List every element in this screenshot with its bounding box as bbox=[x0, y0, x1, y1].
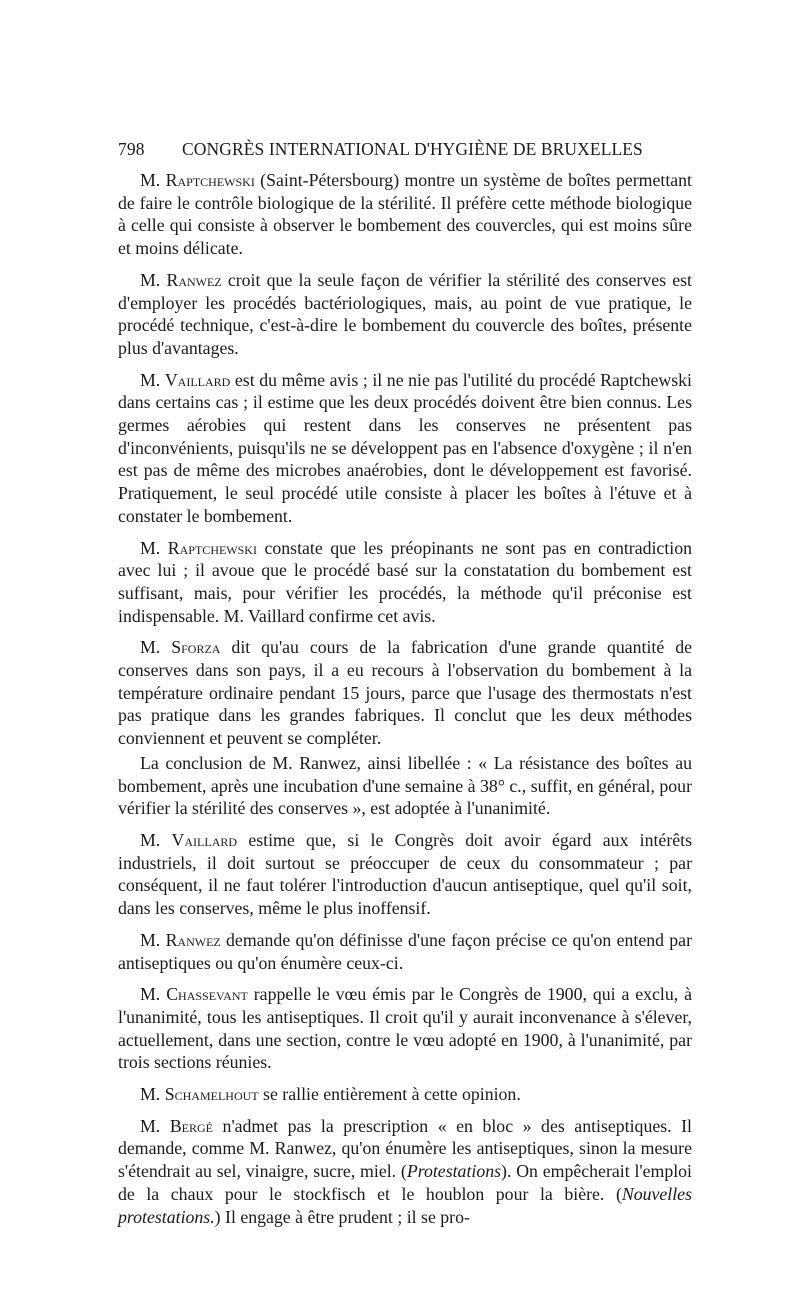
italic-nouvelles-protestations: Nouvelles protestations. bbox=[118, 1183, 692, 1227]
speaker-name: Vaillard bbox=[164, 369, 231, 390]
speaker-title: M. bbox=[140, 269, 161, 290]
paragraph-text: ) Il engage à être prudent ; il se pro- bbox=[214, 1206, 470, 1227]
paragraph-text: est du même avis ; il ne nie pas l'utilité du procédé Raptchewski dans certains cas ; il estime que les deux procédés doivent être bien connus. Les germes aérobies qui restent dans les conserves ne présentent pas d'inconvénients, puisqu'ils ne se développent pas en l'absence d'oxygène ; il n'en est pas de même des microbes anaérobies, dont le développement est favorisé. Pratiquement, le seul procédé utile consiste à placer les boîtes à l'étuve et à constater le bombement. bbox=[118, 369, 692, 526]
speaker-title: M. bbox=[140, 637, 161, 658]
paragraph-text: ). On empêcherait l'emploi de la chaux pour le stockfisch et le houblon pour la bière. ( bbox=[118, 1161, 692, 1204]
paragraph-text: se rallie entièrement à cette opinion. bbox=[258, 1084, 521, 1105]
page-number: 798 bbox=[118, 139, 145, 159]
paragraph bbox=[118, 169, 692, 260]
speaker-title: M. bbox=[140, 369, 161, 390]
italic-protestations: Protestations bbox=[406, 1161, 502, 1182]
speaker-title: M. bbox=[140, 984, 161, 1005]
paragraph-text: demande qu'on définisse d'une façon précise ce qu'on entend par antiseptiques ou qu'on énumère ceux-ci. bbox=[118, 929, 692, 973]
paragraph bbox=[118, 829, 692, 920]
speaker-title: M. bbox=[140, 829, 161, 850]
paragraph bbox=[118, 269, 692, 360]
running-title: CONGRÈS INTERNATIONAL D'HYGIÈNE DE BRUXELLES bbox=[182, 139, 643, 159]
paragraph-text: (Saint-Pétersbourg) montre un système de boîtes permettant de faire le contrôle biologique de la stérilité. Il préfère cette méthode biologique à celle qui consiste à observer le bombement des couvercles, qui est moins sûre et moins délicate. bbox=[118, 170, 692, 259]
paragraph-text: La conclusion de M. Ranwez, ainsi libellée : « La résistance des boîtes au bombement, après une incubation d'une semaine à 38° c., suffit, en général, pour vérifier la stérilité des conserves », est adoptée à l'unanimité. bbox=[118, 752, 692, 819]
paragraph-text: constate que les préopinants ne sont pas en contradiction avec lui ; il avoue que le procédé basé sur la constatation du bombement est suffisant, mais, pour vérifier les procédés, la méthode qu'il préconise est indispensable. M. Vaillard confirme cet avis. bbox=[118, 537, 692, 626]
speaker-name: Vaillard bbox=[171, 829, 238, 850]
speaker-title: M. bbox=[140, 1115, 161, 1136]
body-text bbox=[118, 169, 692, 1237]
speaker-title: M. bbox=[140, 170, 161, 190]
paragraph bbox=[118, 636, 692, 750]
paragraph bbox=[118, 983, 692, 1074]
paragraph bbox=[118, 929, 692, 974]
paragraph-text: estime que, si le Congrès doit avoir égard aux intérêts industriels, il doit surtout se préoccuper de ceux du consommateur ; par conséquent, il ne faut tolérer l'introduction d'aucun antiseptique, quel qu'il soit, dans les conserves, même le plus inoffensif. bbox=[118, 829, 692, 919]
paragraph bbox=[118, 369, 692, 528]
speaker-name: Ranwez bbox=[165, 929, 221, 950]
paragraph-last bbox=[118, 1115, 692, 1229]
paragraph-text: rappelle le vœu émis par le Congrès de 1900, qui a exclu, à l'unanimité, tous les antiseptiques. Il croit qu'il y aurait inconvenance à s'élever, actuellement, dans une section, contre le vœu adopté en 1900, à l'unanimité, par trois sections réunies. bbox=[118, 984, 693, 1073]
paragraph-text: n'admet pas la prescription « en bloc » des antiseptiques. Il demande, comme M. Ranwez, qu'on énumère les antiseptiques, sinon la mesure s'étendrait au sel, vinaigre, sucre, miel. ( bbox=[118, 1115, 692, 1182]
paragraph-conclusion bbox=[118, 752, 692, 820]
speaker-name: Raptchewski bbox=[167, 537, 257, 558]
speaker-name: Raptchewski bbox=[165, 170, 255, 190]
paragraph-text: dit qu'au cours de la fabrication d'une grande quantité de conserves dans son pays, il a eu recours à l'observation du bombement à la température ordinaire pendant 15 jours, parce que l'usage des thermostats n'est pas pratique dans les grandes fabriques. Il conclut que les deux méthodes conviennent et peuvent se compléter. bbox=[118, 637, 692, 749]
running-header bbox=[118, 139, 692, 160]
paragraph bbox=[118, 537, 692, 628]
speaker-name: Bergé bbox=[169, 1115, 214, 1136]
speaker-name: Schamelhout bbox=[164, 1084, 259, 1105]
paragraph bbox=[118, 1083, 692, 1106]
speaker-title: M. bbox=[140, 929, 161, 950]
paragraph-text: croit que la seule façon de vérifier la stérilité des conserves est d'employer les procédés bactériologiques, mais, au point de vue pratique, le procédé technique, c'est-à-dire le bombement du couvercle des boîtes, présente plus d'avantages. bbox=[118, 269, 692, 358]
speaker-name: Sforza bbox=[171, 637, 221, 658]
speaker-name: Ranwez bbox=[166, 269, 222, 290]
speaker-title: M. bbox=[140, 537, 161, 558]
speaker-title: M. bbox=[140, 1084, 161, 1105]
speaker-name: Chassevant bbox=[166, 984, 248, 1005]
